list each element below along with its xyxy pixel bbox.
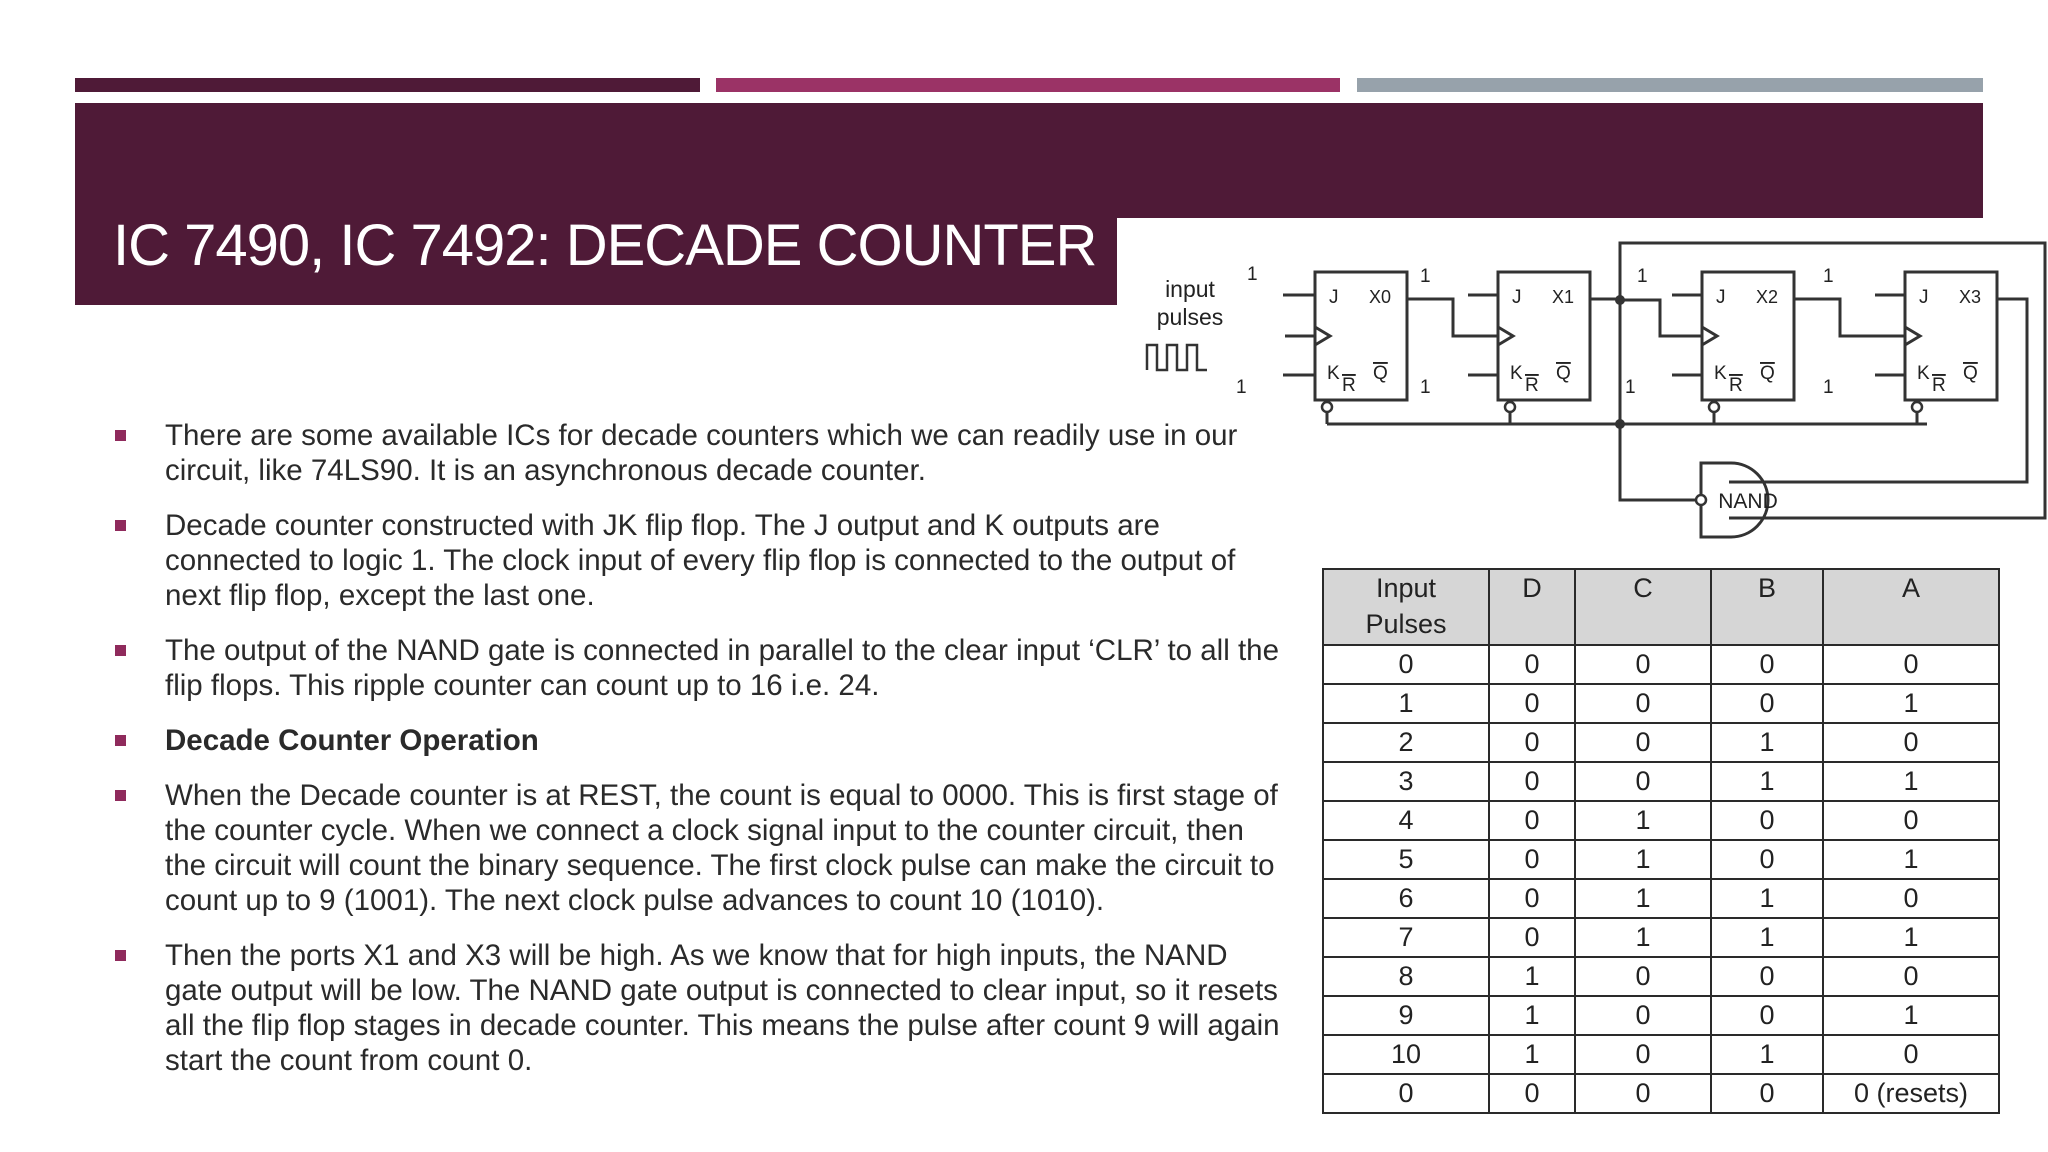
cell-d: 0 (1489, 1074, 1575, 1113)
cell-a: 0 (1823, 723, 1999, 762)
cell-b: 0 (1711, 996, 1823, 1035)
cell-pulses: 9 (1323, 996, 1489, 1035)
cell-c: 0 (1575, 996, 1711, 1035)
cell-d: 0 (1489, 723, 1575, 762)
header-c: C (1575, 569, 1711, 645)
cell-c: 0 (1575, 1074, 1711, 1113)
bullet-list (110, 418, 1290, 1098)
cell-d: 0 (1489, 762, 1575, 801)
decade-counter-truth-table (1322, 568, 2000, 1114)
cell-d: 1 (1489, 957, 1575, 996)
bullet-text: There are some available ICs for decade counters which we can readily use in our circuit, like 74LS90. It is an asynchronous decade counter. (165, 419, 1238, 487)
x2-r-label: R (1729, 375, 1743, 396)
cell-d: 0 (1489, 801, 1575, 840)
logic-one-label: 1 (1625, 377, 1636, 398)
cell-a: 1 (1823, 762, 1999, 801)
bullet-item-heading (110, 723, 1290, 758)
bullet-marker (115, 520, 126, 531)
logic-one-label: 1 (1637, 266, 1648, 287)
cell-b: 1 (1711, 762, 1823, 801)
x0-j-label: J (1329, 287, 1339, 308)
table-row (1323, 1074, 1999, 1113)
cell-b: 1 (1711, 723, 1823, 762)
cell-a: 0 (1823, 801, 1999, 840)
table-row (1323, 1035, 1999, 1074)
accent-bar-dark (75, 78, 700, 92)
table-row (1323, 645, 1999, 684)
header-input-pulses: Input Pulses (1323, 569, 1489, 645)
cell-a: 1 (1823, 840, 1999, 879)
table-row (1323, 723, 1999, 762)
cell-b: 0 (1711, 957, 1823, 996)
cell-c: 0 (1575, 645, 1711, 684)
cell-d: 0 (1489, 879, 1575, 918)
cell-c: 1 (1575, 840, 1711, 879)
header-d: D (1489, 569, 1575, 645)
logic-one-label: 1 (1247, 264, 1258, 285)
cell-pulses: 3 (1323, 762, 1489, 801)
cell-pulses: 0 (1323, 645, 1489, 684)
x3-r-label: R (1932, 375, 1946, 396)
cell-b: 0 (1711, 1074, 1823, 1113)
bullet-item (110, 418, 1290, 488)
logic-one-label: 1 (1420, 377, 1431, 398)
bullet-text: When the Decade counter is at REST, the count is equal to 0000. This is first stage of the counter cycle. When we connect a clock signal input to the counter circuit, then the circuit will count the binary sequence. The first clock pulse can make the circuit to count up to 9 (1001). The next clock pulse advances to count 10 (1010). (165, 779, 1278, 917)
cell-a: 0 (1823, 645, 1999, 684)
cell-a: 1 (1823, 684, 1999, 723)
bullet-marker (115, 430, 126, 441)
table-row (1323, 801, 1999, 840)
cell-c: 0 (1575, 723, 1711, 762)
cell-pulses: 2 (1323, 723, 1489, 762)
cell-b: 1 (1711, 918, 1823, 957)
cell-d: 1 (1489, 996, 1575, 1035)
table-row (1323, 684, 1999, 723)
slide-title: IC 7490, IC 7492: DECADE COUNTER (113, 213, 1097, 278)
header-a: A (1823, 569, 1999, 645)
bullet-item (110, 633, 1290, 703)
table-row (1323, 879, 1999, 918)
table-row (1323, 840, 1999, 879)
cell-c: 0 (1575, 957, 1711, 996)
bullet-marker (115, 735, 126, 746)
cell-d: 1 (1489, 1035, 1575, 1074)
logic-one-label: 1 (1420, 266, 1431, 287)
cell-a: 0 (resets) (1823, 1074, 1999, 1113)
bullet-item (110, 778, 1290, 918)
cell-pulses: 7 (1323, 918, 1489, 957)
x1-name-label: X1 (1552, 287, 1575, 307)
cell-pulses: 1 (1323, 684, 1489, 723)
cell-c: 1 (1575, 801, 1711, 840)
x2-name-label: X2 (1756, 287, 1779, 307)
input-label: input (1165, 276, 1215, 302)
table-body (1323, 645, 1999, 1113)
x1-r-label: R (1525, 375, 1539, 396)
x0-k-label: K (1327, 363, 1340, 384)
bullet-text: Decade counter constructed with JK flip flop. The J output and K outputs are connected to logic 1. The clock input of every flip flop is connected to the output of next flip flop, except the last one. (165, 509, 1236, 612)
cell-b: 1 (1711, 1035, 1823, 1074)
x2-j-label: J (1716, 287, 1726, 308)
x1-k-label: K (1510, 363, 1523, 384)
cell-c: 0 (1575, 762, 1711, 801)
cell-pulses: 6 (1323, 879, 1489, 918)
cell-d: 0 (1489, 645, 1575, 684)
x3-qbar-label: Q (1963, 363, 1978, 384)
cell-c: 1 (1575, 879, 1711, 918)
x0-qbar-label: Q (1373, 363, 1388, 384)
cell-d: 0 (1489, 684, 1575, 723)
cell-a: 1 (1823, 996, 1999, 1035)
x0-name-label: X0 (1369, 287, 1392, 307)
header-b: B (1711, 569, 1823, 645)
logic-one-label: 1 (1823, 266, 1834, 287)
bullet-item (110, 938, 1290, 1078)
cell-a: 0 (1823, 879, 1999, 918)
cell-a: 1 (1823, 918, 1999, 957)
cell-a: 0 (1823, 1035, 1999, 1074)
accent-bar-gray (1357, 78, 1983, 92)
bullet-marker (115, 645, 126, 656)
bullet-text: The output of the NAND gate is connected in parallel to the clear input ‘CLR’ to all the flip flops. This ripple counter can count up to 16 i.e. 24. (165, 634, 1279, 702)
x1-j-label: J (1512, 287, 1522, 308)
nand-gate-label: NAND (1718, 490, 1778, 513)
bullet-marker (115, 950, 126, 961)
cell-d: 0 (1489, 918, 1575, 957)
table-header-row (1323, 569, 1999, 645)
table-row (1323, 918, 1999, 957)
cell-d: 0 (1489, 840, 1575, 879)
x0-r-label: R (1342, 375, 1356, 396)
cell-b: 0 (1711, 840, 1823, 879)
cell-pulses: 10 (1323, 1035, 1489, 1074)
logic-one-label: 1 (1236, 377, 1247, 398)
cell-c: 0 (1575, 684, 1711, 723)
x3-k-label: K (1917, 363, 1930, 384)
pulses-label: pulses (1156, 304, 1224, 330)
cell-pulses: 5 (1323, 840, 1489, 879)
x3-j-label: J (1919, 287, 1929, 308)
accent-bar-magenta (716, 78, 1340, 92)
x1-qbar-label: Q (1556, 363, 1571, 384)
cell-b: 0 (1711, 684, 1823, 723)
bullet-marker (115, 790, 126, 801)
bullet-item (110, 508, 1290, 613)
x2-qbar-label: Q (1760, 363, 1775, 384)
title-banner (75, 103, 1983, 218)
cell-a: 0 (1823, 957, 1999, 996)
cell-b: 0 (1711, 801, 1823, 840)
table-row (1323, 957, 1999, 996)
cell-pulses: 0 (1323, 1074, 1489, 1113)
logic-one-label: 1 (1823, 377, 1834, 398)
cell-c: 1 (1575, 918, 1711, 957)
cell-b: 0 (1711, 645, 1823, 684)
cell-pulses: 4 (1323, 801, 1489, 840)
x2-k-label: K (1714, 363, 1727, 384)
table-row (1323, 762, 1999, 801)
cell-b: 1 (1711, 879, 1823, 918)
cell-c: 0 (1575, 1035, 1711, 1074)
table-row (1323, 996, 1999, 1035)
bullet-heading-text: Decade Counter Operation (165, 724, 539, 757)
x3-name-label: X3 (1959, 287, 1982, 307)
bullet-text: Then the ports X1 and X3 will be high. As we know that for high inputs, the NAND gate output will be low. The NAND gate output is connected to clear input, so it resets all the flip flop stages in decade counter. This means the pulse after count 9 will again start the count from count 0. (165, 939, 1280, 1077)
cell-pulses: 8 (1323, 957, 1489, 996)
